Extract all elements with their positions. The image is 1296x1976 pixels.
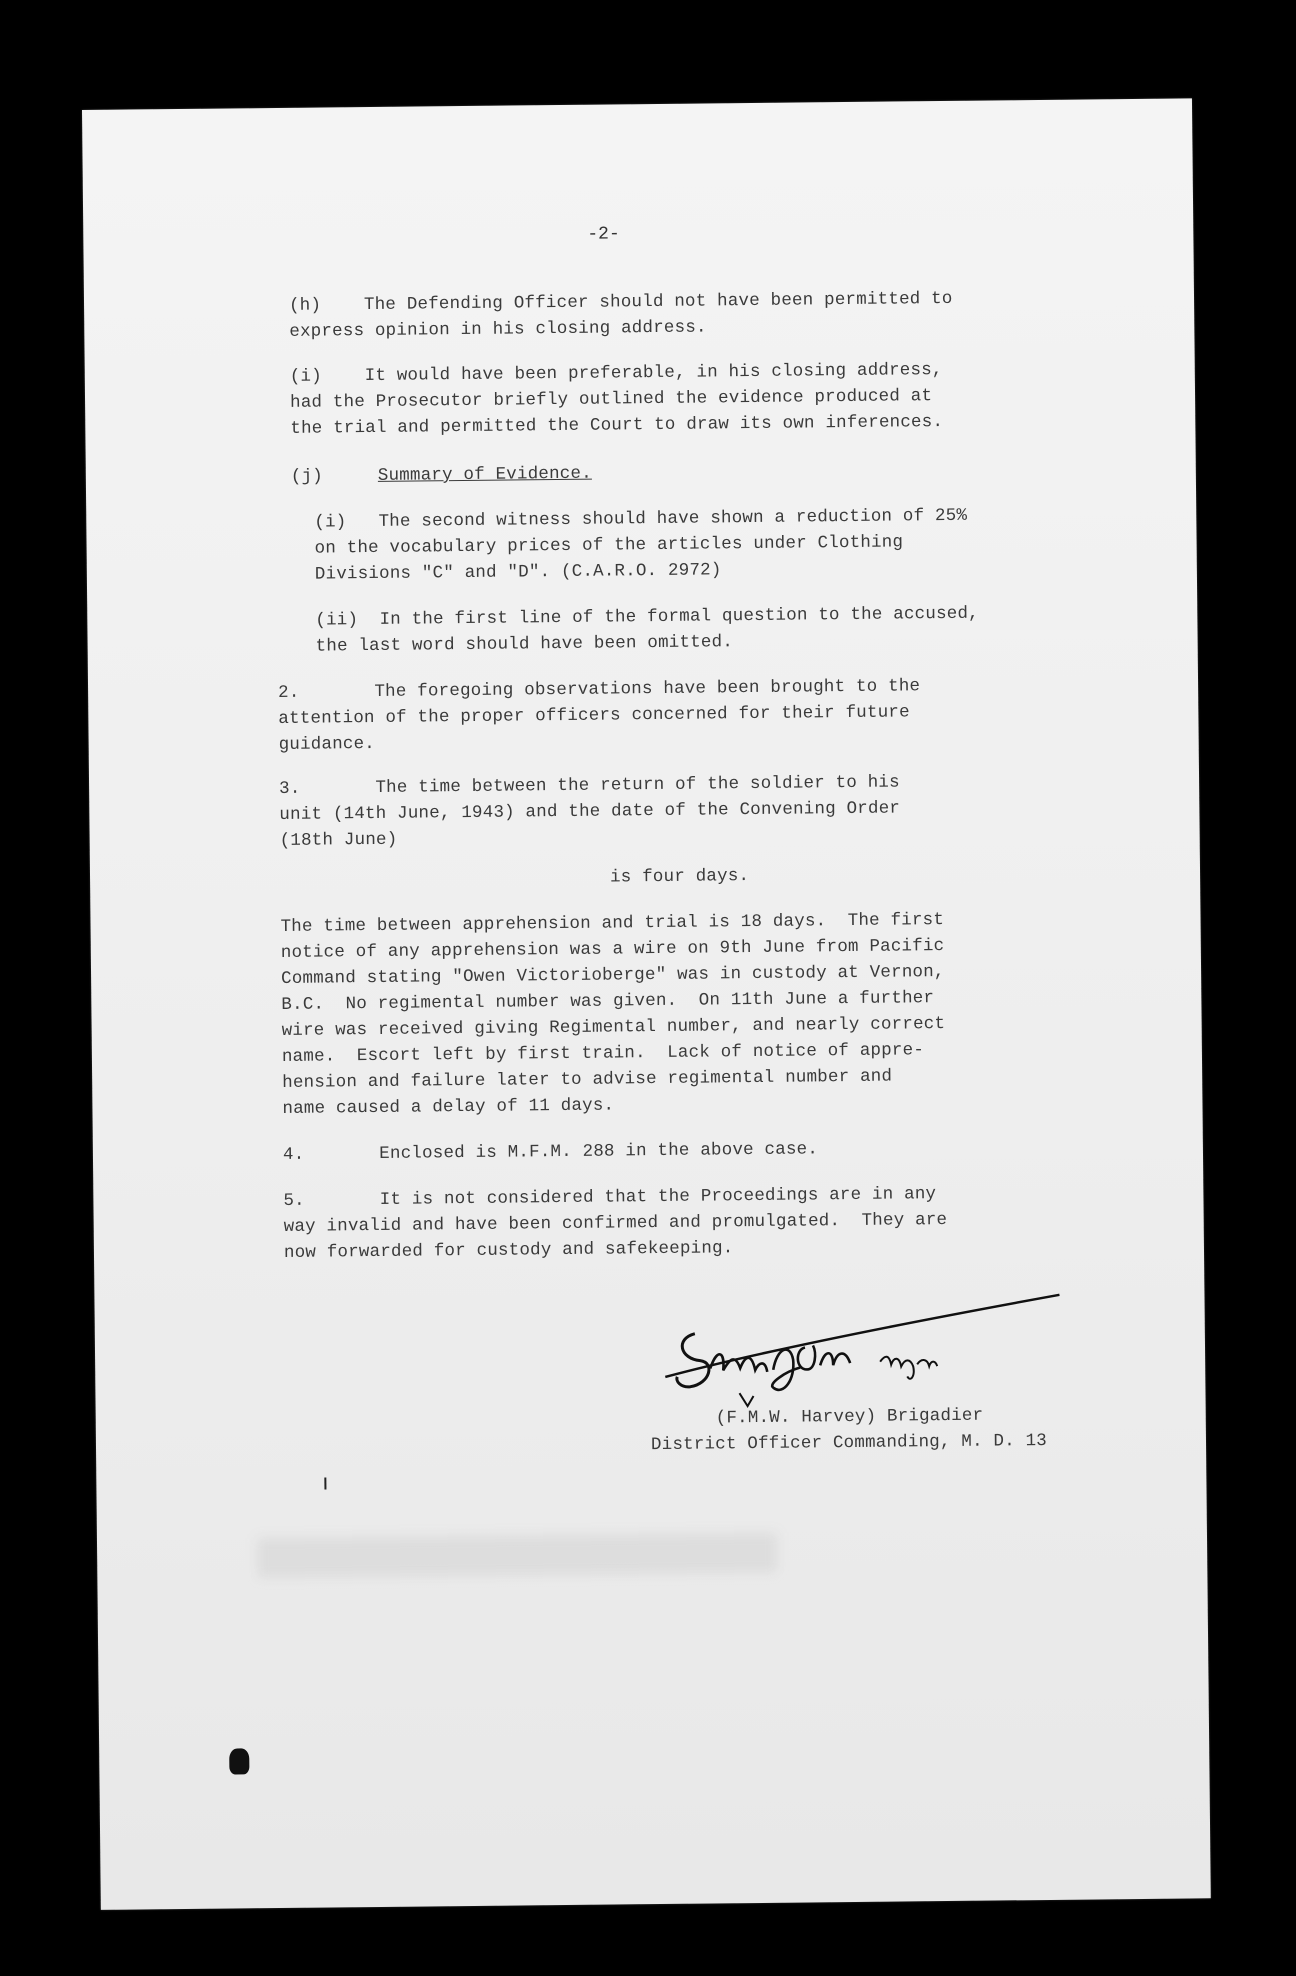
paragraph-j-i-line1: (i) The second witness should have shown a reduction of 25%: [314, 505, 968, 533]
paragraph-5-line3: now forwarded for custody and safekeeping.: [283, 1238, 734, 1263]
paragraph-h-line2: express opinion in his closing address.: [289, 317, 707, 342]
summary-of-evidence-heading: Summary of Evidence.: [377, 463, 592, 486]
paragraph-j-i-line3: Divisions "C" and "D". (C.A.R.O. 2972): [314, 560, 722, 585]
paragraph-j-label: (j): [290, 466, 324, 487]
paragraph-3-line4: is four days.: [609, 866, 750, 888]
paragraph-3b-line5: wire was received giving Regimental number, and nearly correct: [281, 1014, 946, 1041]
paragraph-3b-line6: name. Escort left by first train. Lack of notice of appre-: [281, 1040, 925, 1067]
paragraph-4-line1: 4. Enclosed is M.F.M. 288 in the above case.: [282, 1139, 819, 1165]
paragraph-3-line3: (18th June): [279, 829, 398, 851]
paragraph-3b-line7: hension and failure later to advise regimental number and: [282, 1066, 893, 1093]
paragraph-2-line2: attention of the proper officers concerned for their future: [278, 702, 910, 729]
paragraph-3-line2: unit (14th June, 1943) and the date of the Convening Order: [279, 798, 901, 825]
signatory-name: (F.M.W. Harvey) Brigadier: [715, 1405, 984, 1429]
faint-smudge: [257, 1533, 777, 1578]
paragraph-i-line2: had the Prosecutor briefly outlined the evidence produced at: [289, 386, 933, 413]
paragraph-3b-line2: notice of any apprehension was a wire on 9th June from Pacific: [280, 936, 945, 963]
paragraph-j-ii-line2: the last word should have been omitted.: [315, 632, 734, 657]
paragraph-3-line1: 3. The time between the return of the soldier to his: [279, 772, 900, 799]
handwritten-signature: [654, 1285, 1075, 1419]
document-page: [82, 98, 1211, 1910]
page-number: -2-: [587, 224, 620, 245]
paragraph-i-line3: the trial and permitted the Court to draw its own inferences.: [290, 412, 944, 439]
paragraph-j-i-line2: on the vocabulary prices of the articles under Clothing: [314, 532, 904, 559]
margin-mark: [324, 1478, 326, 1490]
paragraph-2-line3: guidance.: [278, 733, 376, 755]
paragraph-3b-line1: The time between apprehension and trial is 18 days. The first: [280, 910, 945, 937]
paragraph-5-line1: 5. It is not considered that the Proceedings are in any: [283, 1184, 937, 1211]
paragraph-5-line2: way invalid and have been confirmed and promulgated. They are: [283, 1210, 948, 1237]
signatory-title: District Officer Commanding, M. D. 13: [650, 1430, 1048, 1456]
paragraph-j-ii-line1: (ii) In the first line of the formal question to the accused,: [315, 603, 979, 631]
paragraph-3b-line4: B.C. No regimental number was given. On 11th June a further: [281, 988, 935, 1015]
paragraph-i-line1: (i) It would have been preferable, in his closing address,: [289, 360, 943, 387]
ink-blot: [229, 1748, 249, 1774]
paragraph-h-line1: (h) The Defending Officer should not have been permitted to: [288, 288, 953, 316]
paragraph-3b-line8: name caused a delay of 11 days.: [282, 1095, 615, 1119]
paragraph-3b-line3: Command stating "Owen Victorioberge" was in custody at Vernon,: [281, 962, 945, 989]
paragraph-2-line1: 2. The foregoing observations have been brought to the: [278, 676, 921, 703]
